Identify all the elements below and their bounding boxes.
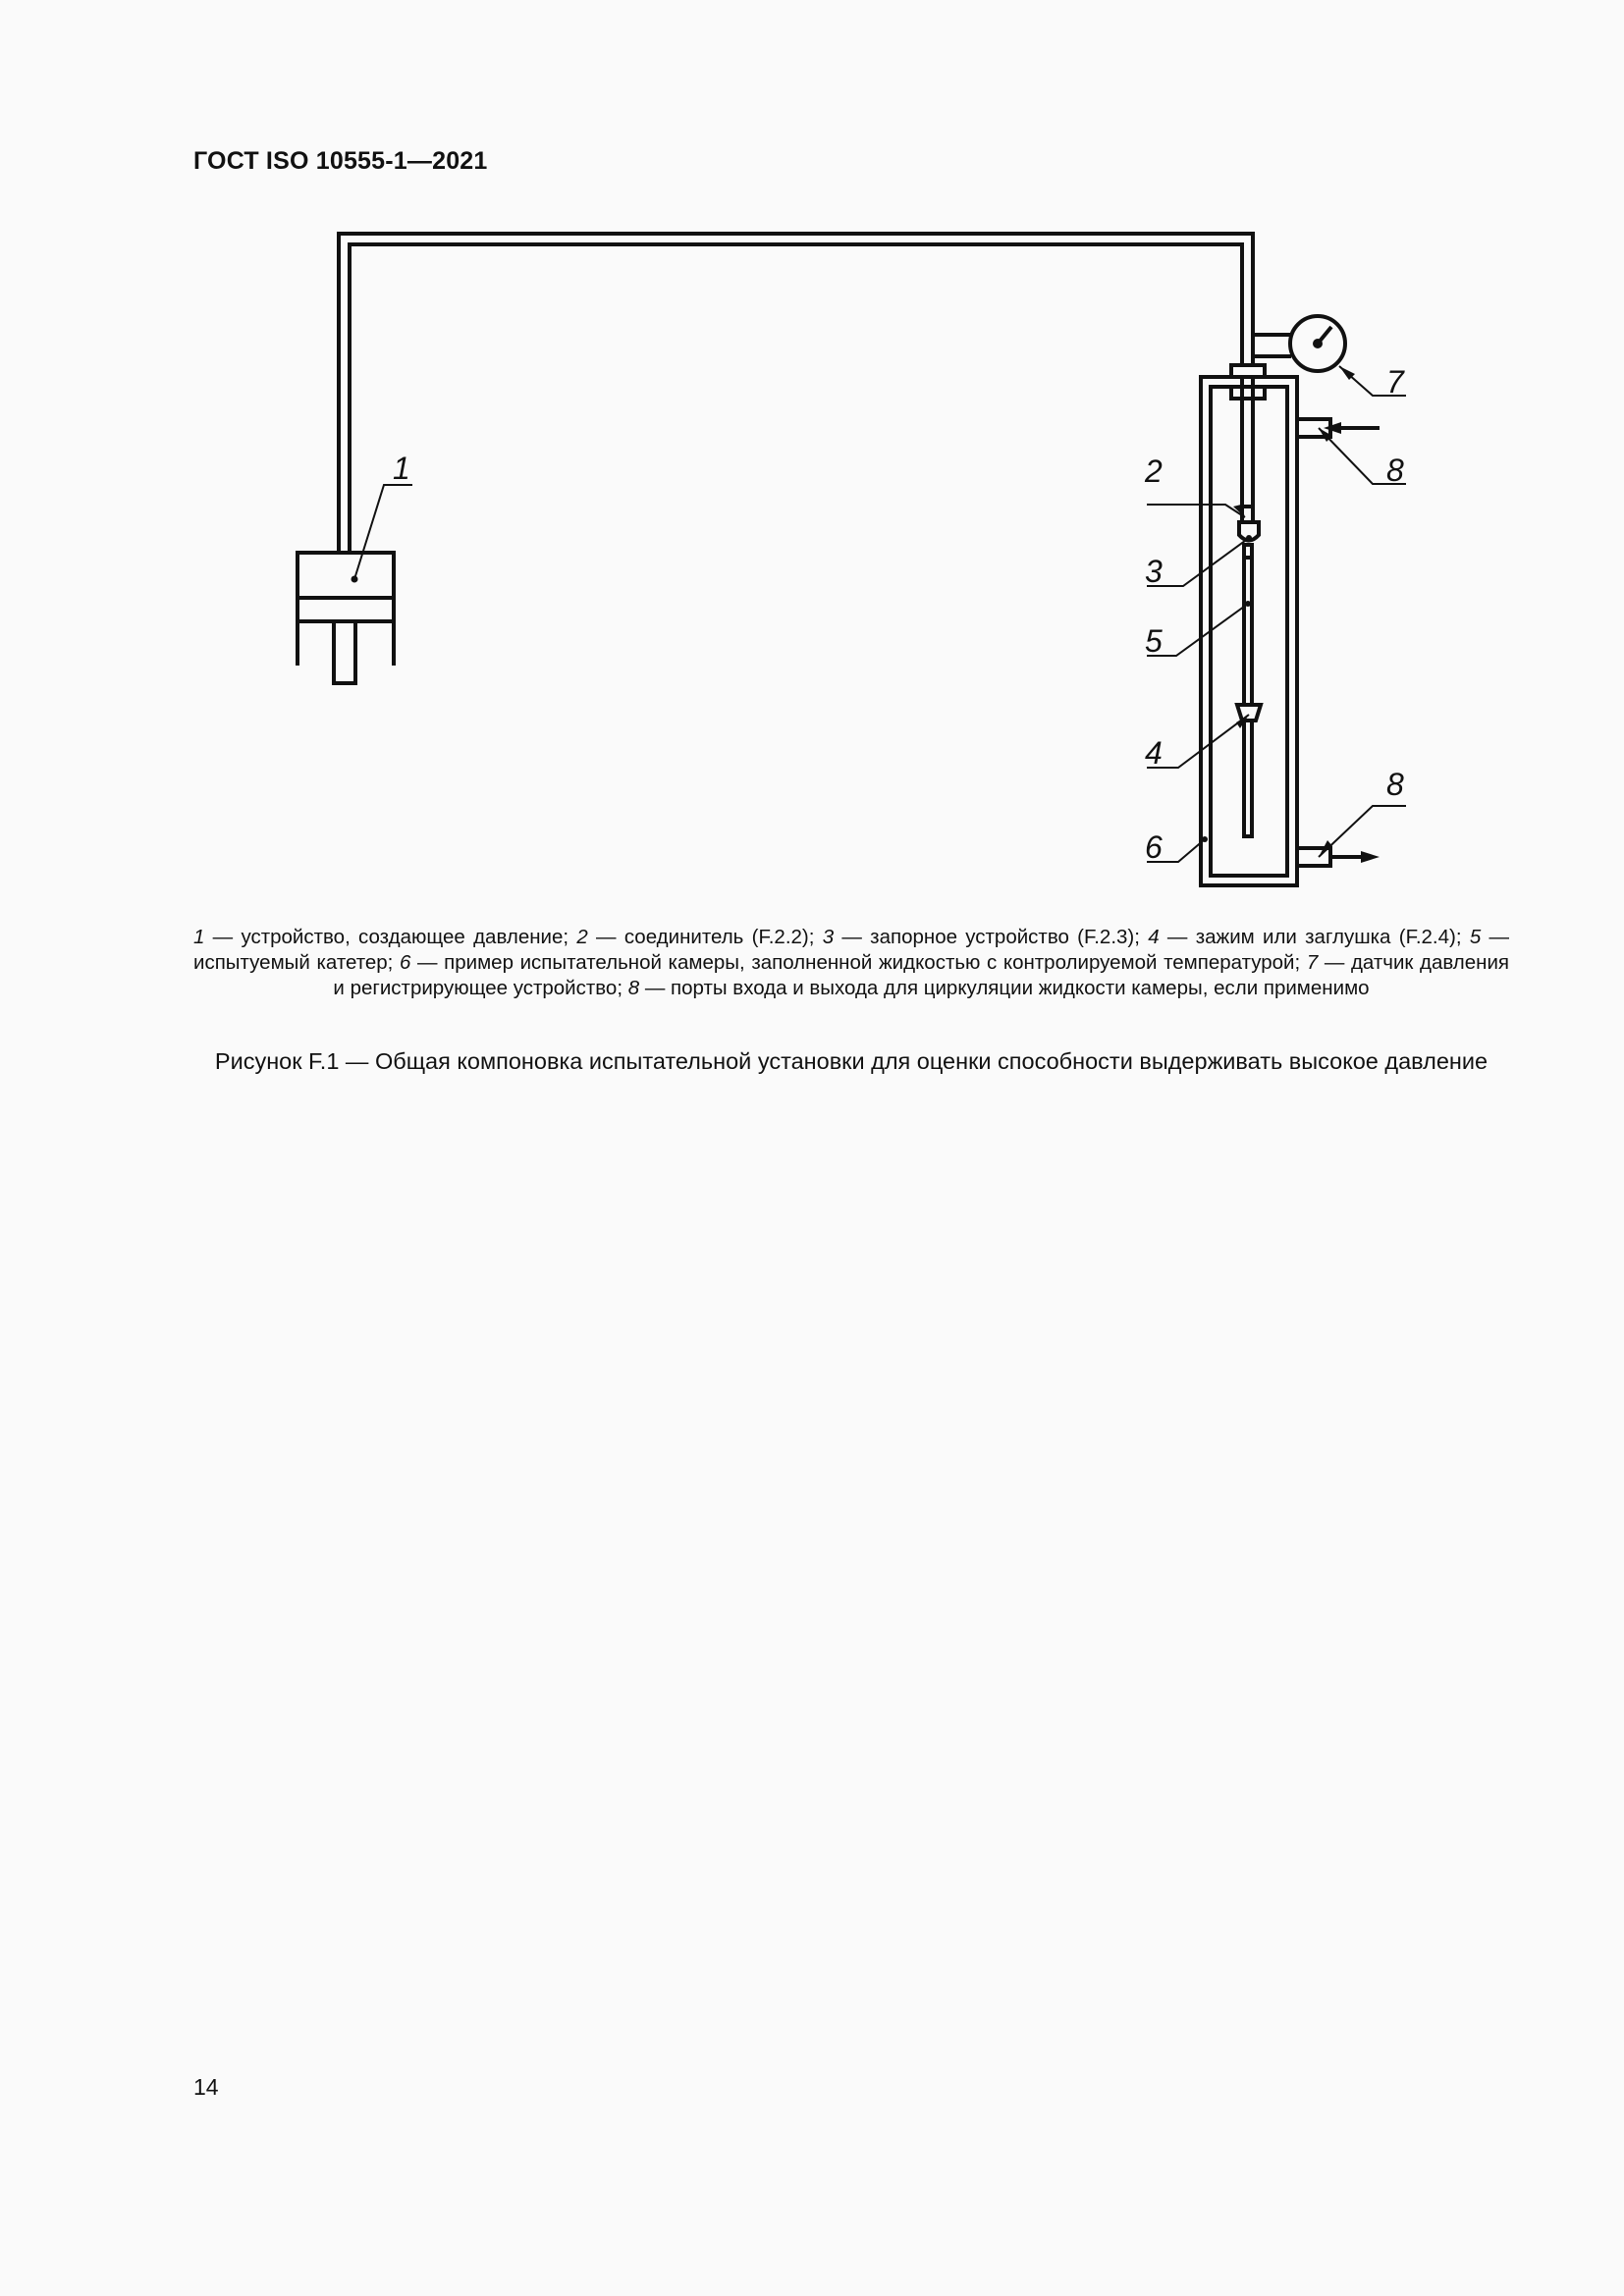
legend-text: — соединитель (F.2.2); xyxy=(587,926,823,948)
outlet-arrow xyxy=(1361,851,1380,863)
legend-text: — зажим или заглушка (F.2.4); xyxy=(1159,926,1470,948)
legend-text: — пример испытательной камеры, заполненной жидкостью с контролируемой температурой; xyxy=(410,951,1307,974)
document-header: ГОСТ ISO 10555-1—2021 xyxy=(193,147,488,175)
figure-legend xyxy=(193,925,1509,1001)
label-5: 5 xyxy=(1145,623,1163,659)
legend-number: 1 xyxy=(193,926,205,948)
clamp-4 xyxy=(1237,705,1261,721)
legend-number: 6 xyxy=(400,951,411,974)
pressure-device-rod xyxy=(334,621,355,683)
chamber-connector-top xyxy=(1231,365,1265,377)
legend-number: 4 xyxy=(1148,926,1160,948)
legend-text: — датчик давления и регистрирующее устройство; xyxy=(333,951,1510,999)
tube-outer xyxy=(339,234,1253,553)
label-8-inlet: 8 xyxy=(1386,453,1404,488)
label-1: 1 xyxy=(393,451,410,486)
test-chamber-inner xyxy=(1211,387,1287,876)
legend-number: 8 xyxy=(627,977,640,999)
label-7: 7 xyxy=(1386,364,1404,400)
legend-number: 7 xyxy=(1306,951,1319,974)
legend-number: 3 xyxy=(822,926,835,948)
legend-text: — порты входа и выхода для циркуляции жидкости камеры, если применимо xyxy=(639,977,1370,999)
chamber-connector-bottom xyxy=(1231,387,1265,399)
catheter-end xyxy=(1244,721,1252,836)
label-3: 3 xyxy=(1145,554,1163,589)
legend-number: 2 xyxy=(576,926,588,948)
figure-caption: Рисунок F.1 — Общая компоновка испытательной установки для оценки способности выдерживать высокое давление xyxy=(214,1048,1489,1074)
label-4: 4 xyxy=(1145,735,1163,771)
page-number: 14 xyxy=(193,2074,219,2100)
legend-number: 5 xyxy=(1469,926,1482,948)
legend-text: — устройство, создающее давление; xyxy=(204,926,577,948)
label-6: 6 xyxy=(1145,829,1163,865)
test-chamber-outer xyxy=(1201,377,1297,885)
leader-1 xyxy=(354,485,412,579)
legend-text: — испытуемый катетер; xyxy=(193,926,1509,974)
tube-inner xyxy=(350,244,1242,553)
label-2: 2 xyxy=(1145,454,1163,489)
label-8-outlet: 8 xyxy=(1386,767,1404,802)
pressure-device-piston xyxy=(298,598,394,621)
test-setup-diagram xyxy=(0,0,1624,903)
leader-2 xyxy=(1147,505,1245,517)
legend-text: — запорное устройство (F.2.3); xyxy=(834,926,1149,948)
pressure-device-body xyxy=(298,553,394,598)
